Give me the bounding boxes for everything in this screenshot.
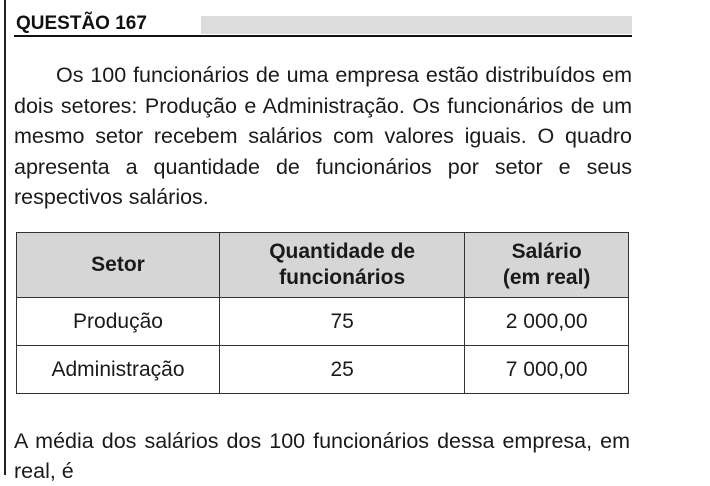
question-number: QUESTÃO 167 (16, 13, 147, 34)
header-label-line2: funcionários (279, 266, 406, 289)
header-cell-quantidade (220, 233, 465, 298)
header-gray-bar (201, 16, 632, 34)
cell-setor: Produção (17, 298, 220, 346)
left-margin-rule (4, 0, 6, 475)
header-cell-setor (17, 233, 220, 298)
header-cell-salario (465, 233, 629, 298)
cell-salario: 2 000,00 (465, 298, 629, 346)
cell-salario: 7 000,00 (465, 346, 629, 394)
table-header-row (17, 233, 629, 298)
header-underline (14, 35, 632, 37)
cell-setor: Administração (17, 346, 220, 394)
table-row (17, 346, 629, 394)
header-label-line1: Quantidade de (269, 240, 416, 263)
question-block (14, 0, 632, 483)
header-label-line2: (em real) (502, 266, 591, 289)
header-label: Setor (91, 253, 145, 276)
intro-text: Os 100 funcionários de uma empresa estão distribuídos em dois setores: Produção e Administração. Os funcionários de um mesmo setor recebem salários com valores iguais. O quadro apresenta a quantidade de funcionários por setor e seus respectivos salários. (14, 63, 632, 209)
question-header (14, 0, 632, 40)
salary-table (16, 232, 629, 394)
header-label-line1: Salário (511, 240, 582, 263)
intro-paragraph (14, 60, 632, 213)
table-row (17, 298, 629, 346)
cell-quantidade: 25 (220, 346, 465, 394)
question-prompt: A média dos salários dos 100 funcionários dessa empresa, em real, é (14, 428, 630, 483)
cell-quantidade: 75 (220, 298, 465, 346)
